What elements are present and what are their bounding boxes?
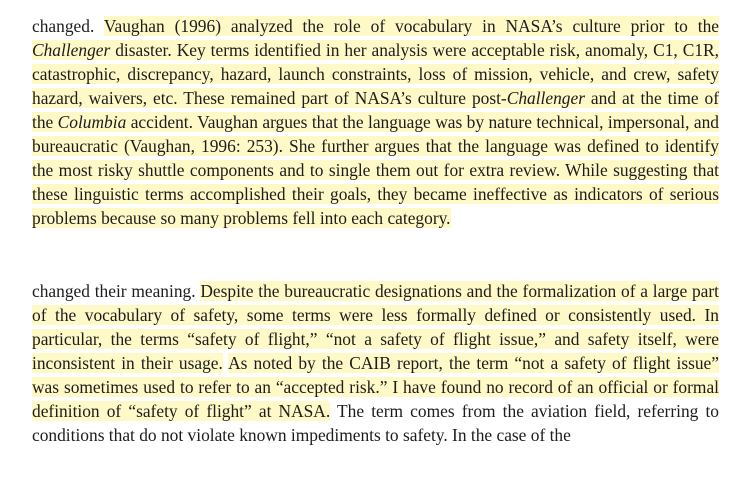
highlight-1-italic-challenger-2: Challenger <box>506 88 585 108</box>
highlight-1-text-b: disaster. Key terms identified in her analysis were acceptable risk, anomaly, C1, C1R, catastrophic, discrepancy, hazard, launch constraints, loss of mission, vehicle, and crew, safety hazard, waivers, etc. These remained part of NASA’s culture post- <box>32 40 719 108</box>
paragraph-1-lead: changed. <box>32 16 104 36</box>
paragraph-2-lead: changed their meaning. <box>32 281 201 301</box>
highlight-3[interactable]: As noted by the CAIB report, the term “not a safety of flight issue” was sometimes used to refer to an “accepted risk.” I have found no record of an official or formal definition of “safety of flight” at NASA. <box>32 353 719 421</box>
paragraph-1 <box>32 14 719 230</box>
highlight-1[interactable] <box>32 16 719 228</box>
highlight-1-text-d: accident. Vaughan argues that the language was by nature technical, impersonal, and bureaucratic (Vaughan, 1996: 253). She further argues that the language was defined to identify the most risky shuttle components and to single them out for extra review. While suggesting that these linguistic terms accomplished their goals, they became ineffective as indicators of serious problems because so many problems fell into each category. <box>32 112 720 228</box>
highlight-1-italic-columbia: Columbia <box>57 112 127 132</box>
highlight-1-text-c: and at the time of the <box>32 88 719 132</box>
paragraph-2 <box>32 279 719 447</box>
highlight-1-text-a: Vaughan (1996) analyzed the role of vocabulary in NASA’s culture prior to the <box>103 16 720 36</box>
highlight-1-italic-challenger: Challenger <box>32 40 111 60</box>
highlight-2[interactable]: Despite the bureaucratic designations and the formalization of a large part of the vocabulary of safety, some terms were less formally defined or consistently used. In particular, the terms “safety of flight,” “not a safety of flight issue,” and safety itself, were inconsistent in their usage. <box>32 281 719 373</box>
document-page <box>32 14 719 447</box>
paragraph-2-tail: The term comes from the aviation field, referring to conditions that do not violate known impediments to safety. In the case of the <box>32 401 719 445</box>
